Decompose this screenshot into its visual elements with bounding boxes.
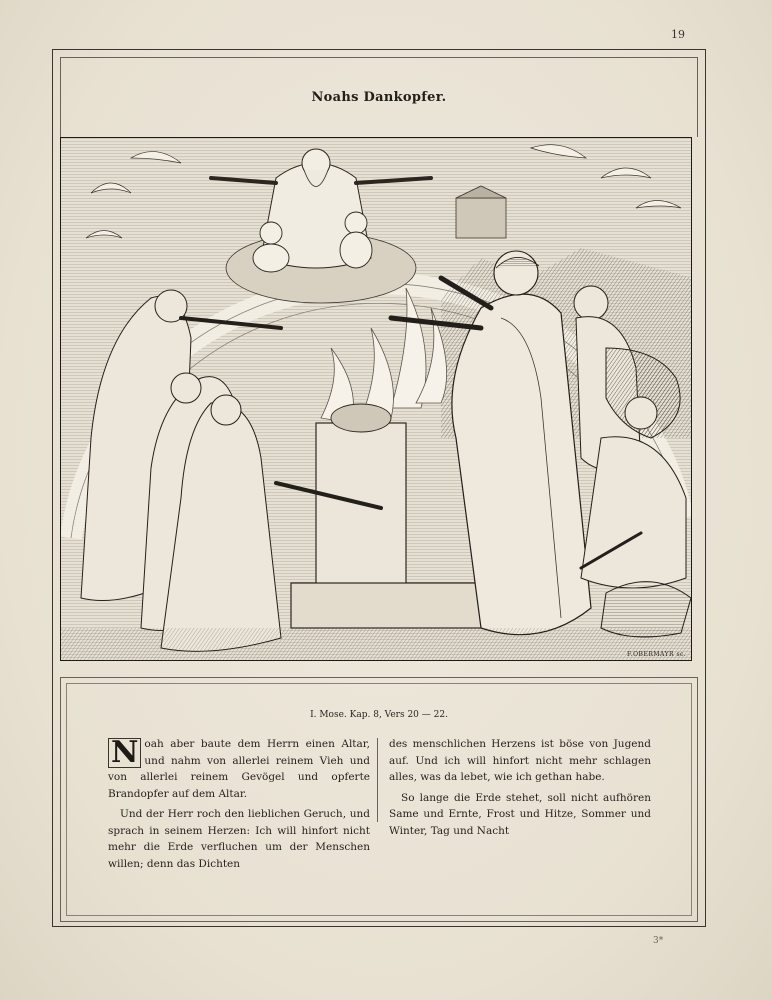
column-divider (377, 738, 378, 822)
page-number: 19 (671, 28, 685, 41)
engraver-signature: F.OBERMAYR sc. (627, 651, 687, 658)
left-paragraph-1 (108, 736, 370, 802)
right-paragraph-2: So lange die Erde stehet, soll nicht aufhören Same und Ernte, Frost und Hitze, Sommer und Winter, Tag und Nacht (389, 791, 651, 837)
text-column-left (108, 736, 370, 876)
engraving-picture (61, 138, 692, 661)
scripture-reference: I. Mose. Kap. 8, Vers 20 — 22. (310, 710, 448, 720)
page-title: Noahs Dankopfer. (311, 90, 447, 105)
dropcap-initial: N (108, 738, 141, 768)
left-paragraph-2: Und der Herr roch den lieblichen Geruch, und sprach in seinem Herzen: Ich will hinfort nicht mehr die Erde verfluchen um der Menschen willen; denn das Dichten (108, 808, 370, 870)
printer-signature-mark: 3* (653, 936, 664, 946)
text-column-right (389, 736, 651, 843)
right-paragraph-1: des menschlichen Herzens ist böse von Jugend auf. Und ich will hinfort nicht mehr schlagen alles, was da lebet, wie ich gethan habe. (389, 738, 651, 783)
left-paragraph-1-text: oah aber baute dem Herrn einen Altar, und nahm von allerlei reinem Vieh und von allerlei reinem Gevögel und opferte Brandopfer auf dem Altar. (108, 738, 370, 800)
engraving-illustration (60, 137, 692, 661)
